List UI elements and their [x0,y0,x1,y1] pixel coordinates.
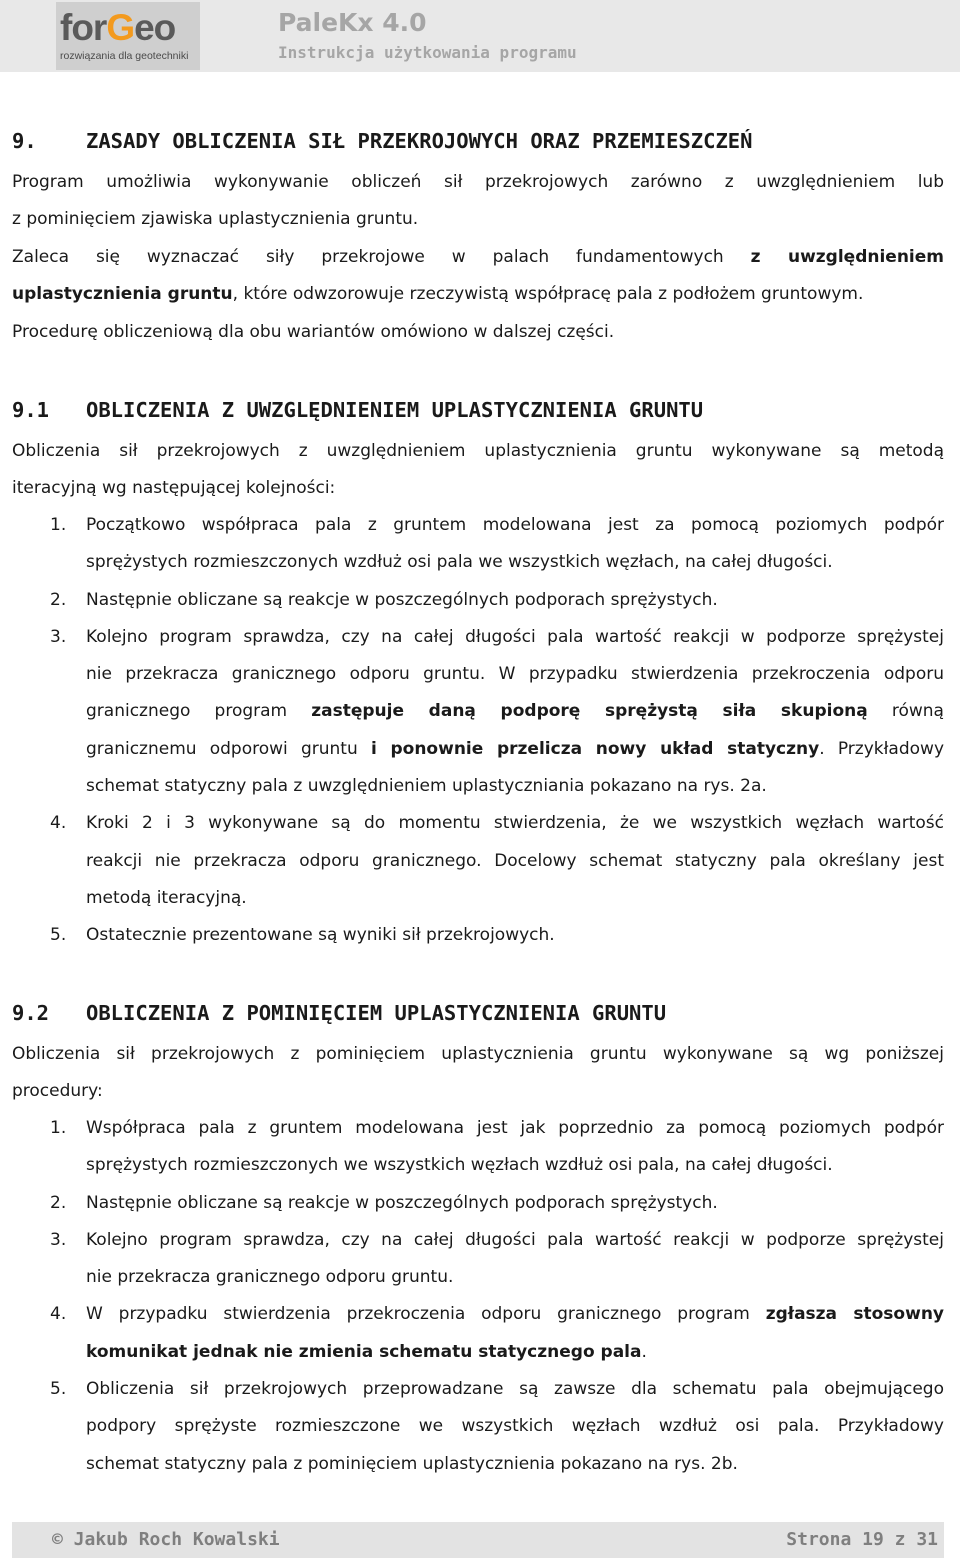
app-title: PaleKx 4.0 [278,8,427,37]
forgeo-logo [56,2,200,70]
section-9-1-heading: 9.1 OBLICZENIA Z UWZGLĘDNIENIEM UPLASTYCZNIENIA GRUNTU [12,398,704,422]
list-item: 1. Współpraca pala z gruntem modelowana jest jak poprzednio za pomocą poziomych podpór sprężystych rozmieszczonych we wszystkich węzłach wzdłuż osi pala, na całej długości. [50,1118,944,1176]
list-item: 1. Początkowo współpraca pala z gruntem modelowana jest za pomocą poziomych podpór sprężystych rozmieszczonych wzdłuż osi pala we wszystkich węzłach, na całej długości. [50,515,944,573]
section-9-2-intro: Obliczenia sił przekrojowych z pominięciem uplastycznienia gruntu wykonywane są wg poniższej procedury: [12,1044,944,1102]
list-item: 4. W przypadku stwierdzenia przekroczenia odporu granicznego program zgłasza stosowny komunikat jednak nie zmienia schematu statycznego pala. [50,1304,944,1362]
app-subtitle: Instrukcja użytkowania programu [278,43,577,62]
list-item: 3. Kolejno program sprawdza, czy na całej długości pala wartość reakcji w podporze sprężystej nie przekracza granicznego odporu gruntu. [50,1229,944,1288]
footer-page-number: Strona 19 z 31 [786,1529,938,1550]
section-9-1-intro: Obliczenia sił przekrojowych z uwzględnieniem uplastycznienia gruntu wykonywane są metodą iteracyjną wg następującej kolejności: [12,441,944,499]
list-item: 5. Ostatecznie prezentowane są wyniki sił przekrojowych. [50,925,555,946]
logo-wordmark: forGeo [60,7,176,48]
footer-author: © Jakub Roch Kowalski [52,1529,280,1550]
section-9-1-list [12,507,944,955]
section-9-paragraph-2: Zaleca się wyznaczać siły przekrojowe w palach fundamentowych z uwzględnieniem uplastycznienia gruntu, które odwzorowuje rzeczywistą współpracę pala z podłożem gruntowym. Procedurę obliczeniową dla obu wariantów omówiono w dalszej części. [12,247,945,342]
section-9-paragraph-1: Program umożliwia wykonywanie obliczeń sił przekrojowych zarówno z uwzględnieniem lub z pominięciem zjawiska uplastycznienia gruntu. [12,172,944,230]
section-9-2-list [12,1110,944,1483]
list-item: 2. Następnie obliczane są reakcje w poszczególnych podporach sprężystych. [50,589,718,610]
list-item: 4. Kroki 2 i 3 wykonywane są do momentu stwierdzenia, że we wszystkich węzłach wartość reakcji nie przekracza odporu granicznego. Docelowy schemat statyczny pala określany jest metodą iteracyjną. [50,813,944,908]
section-9-2-heading: 9.2 OBLICZENIA Z POMINIĘCIEM UPLASTYCZNIENIA GRUNTU [12,1001,667,1025]
page-header [0,0,960,72]
list-item: 3. Kolejno program sprawdza, czy na całej długości pala wartość reakcji w podporze sprężystej nie przekracza granicznego odporu gruntu. W przypadku stwierdzenia przekroczenia odporu granicznego program zastępuje daną podporę sprężystą siła skupioną równą granicznemu odporowi gruntu i ponownie przelicza nowy układ statyczny. Przykładowy schemat statyczny pala z uwzględnieniem uplastyczniania pokazano na rys. 2a. [50,626,944,797]
list-item: 5. Obliczenia sił przekrojowych przeprowadzane są zawsze dla schematu pala obejmującego podpory sprężyste rozmieszczone we wszystkich węzłach wzdłuż osi pala. Przykładowy schemat statyczny pala z pominięciem uplastycznienia pokazano na rys. 2b. [50,1379,944,1474]
logo-tagline: rozwiązania dla geotechniki [60,50,189,62]
page-footer [12,1522,944,1558]
section-9-heading: 9. ZASADY OBLICZENIA SIŁ PRZEKROJOWYCH ORAZ PRZEMIESZCZEŃ [12,129,753,153]
list-item: 2. Następnie obliczane są reakcje w poszczególnych podporach sprężystych. [50,1192,718,1213]
